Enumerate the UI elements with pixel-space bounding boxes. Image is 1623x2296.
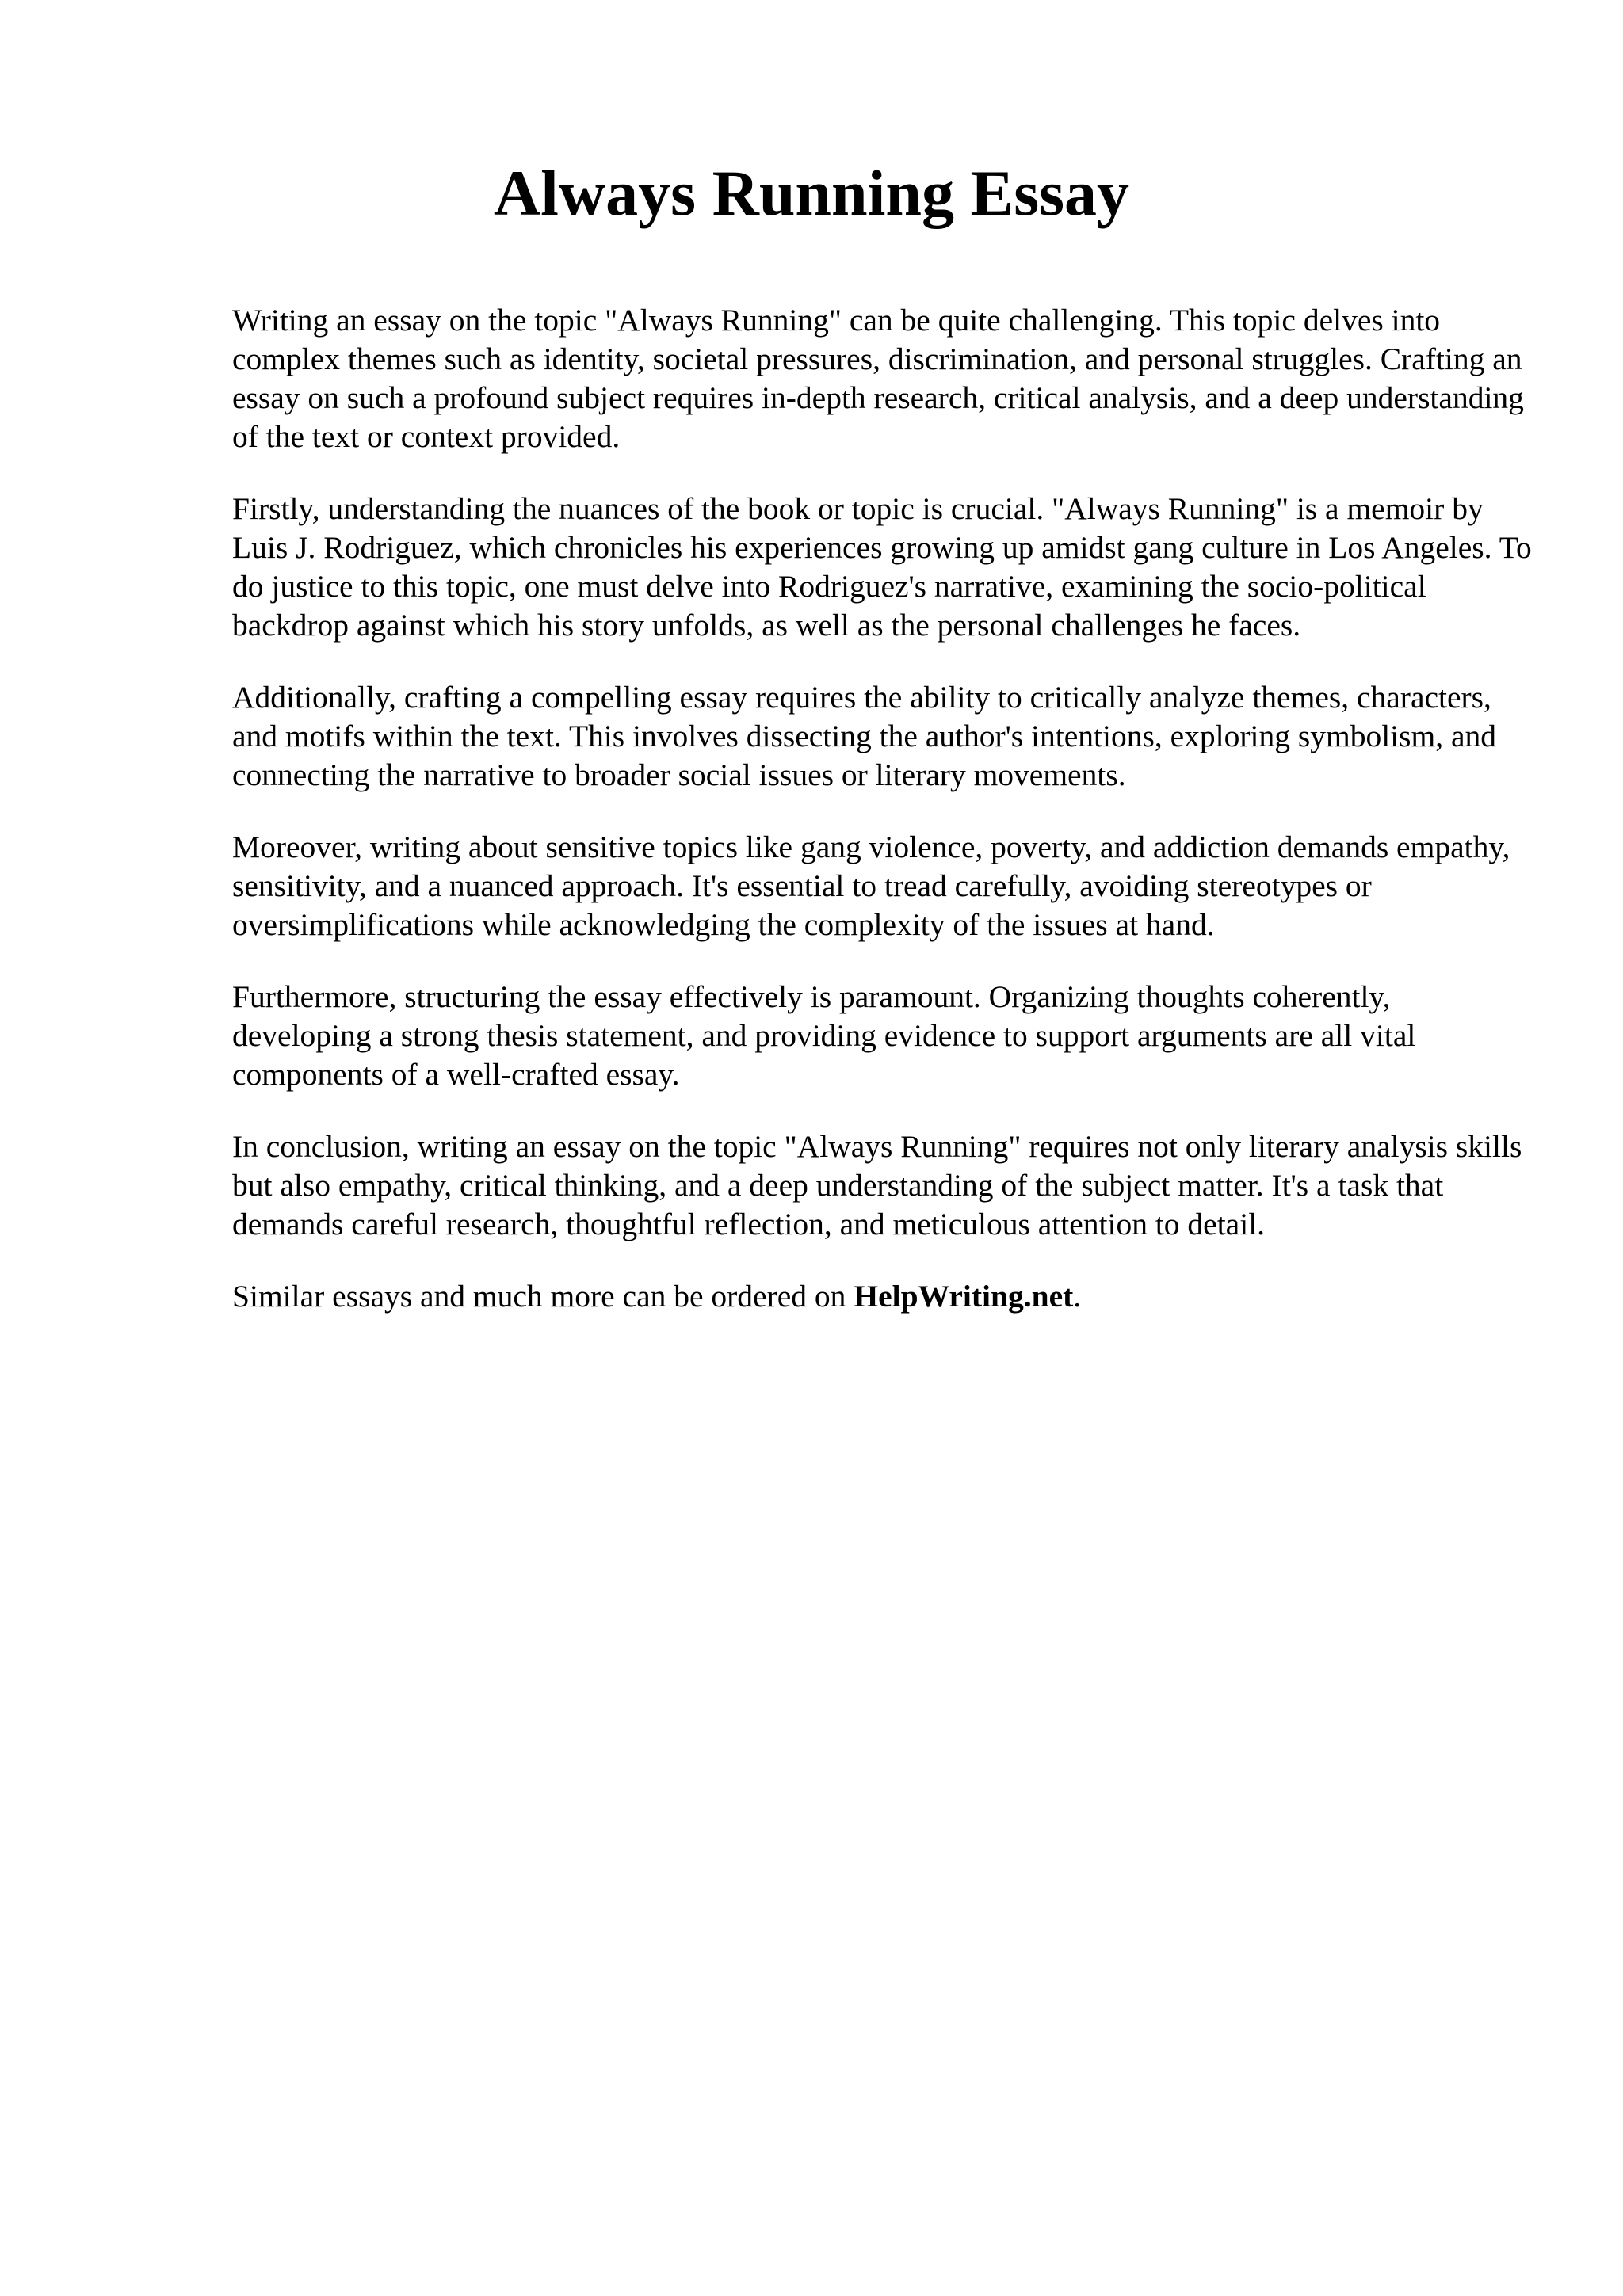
paragraph-2: Firstly, understanding the nuances of the book or topic is crucial. "Always Running" is a memoir by Luis J. Rodriguez, which chronicles his experiences growing up amidst gang culture in Los Angeles. To do justice to this topic, one must delve into Rodriguez's narrative, examining the socio-political backdrop against which his story unfolds, as well as the personal challenges he faces. xyxy=(232,491,1532,643)
paragraph-1: Writing an essay on the topic "Always Running" can be quite challenging. This topic delves into complex themes such as identity, societal pressures, discrimination, and personal struggles. Crafting an essay on such a profound subject requires in-depth research, critical analysis, and a deep understanding of the text or context provided. xyxy=(232,303,1524,454)
footer-line xyxy=(232,1277,1532,1316)
brand-link[interactable]: HelpWriting.net xyxy=(854,1279,1074,1314)
paragraph-4: Moreover, writing about sensitive topics like gang violence, poverty, and addiction demands empathy, sensitivity, and a nuanced approach. It's essential to tread carefully, avoiding stereotypes or oversimplifications while acknowledging the complexity of the issues at hand. xyxy=(232,830,1510,942)
page-title: Always Running Essay xyxy=(493,157,1130,229)
paragraph-5: Furthermore, structuring the essay effectively is paramount. Organizing thoughts coherently, developing a strong thesis statement, and providing evidence to support arguments are all vital components of a well-crafted essay. xyxy=(232,979,1416,1092)
footer-period: . xyxy=(1073,1279,1082,1314)
paragraph-6: In conclusion, writing an essay on the topic "Always Running" requires not only literary analysis skills but also empathy, critical thinking, and a deep understanding of the subject matter. It's a task that demands careful research, thoughtful reflection, and meticulous attention to detail. xyxy=(232,1129,1522,1241)
essay-body xyxy=(232,301,1532,1349)
footer-text: Similar essays and much more can be ordered on xyxy=(232,1279,846,1314)
paragraph-3: Additionally, crafting a compelling essay requires the ability to critically analyze themes, characters, and motifs within the text. This involves dissecting the author's intentions, exploring symbolism, and connecting the narrative to broader social issues or literary movements. xyxy=(232,680,1497,792)
